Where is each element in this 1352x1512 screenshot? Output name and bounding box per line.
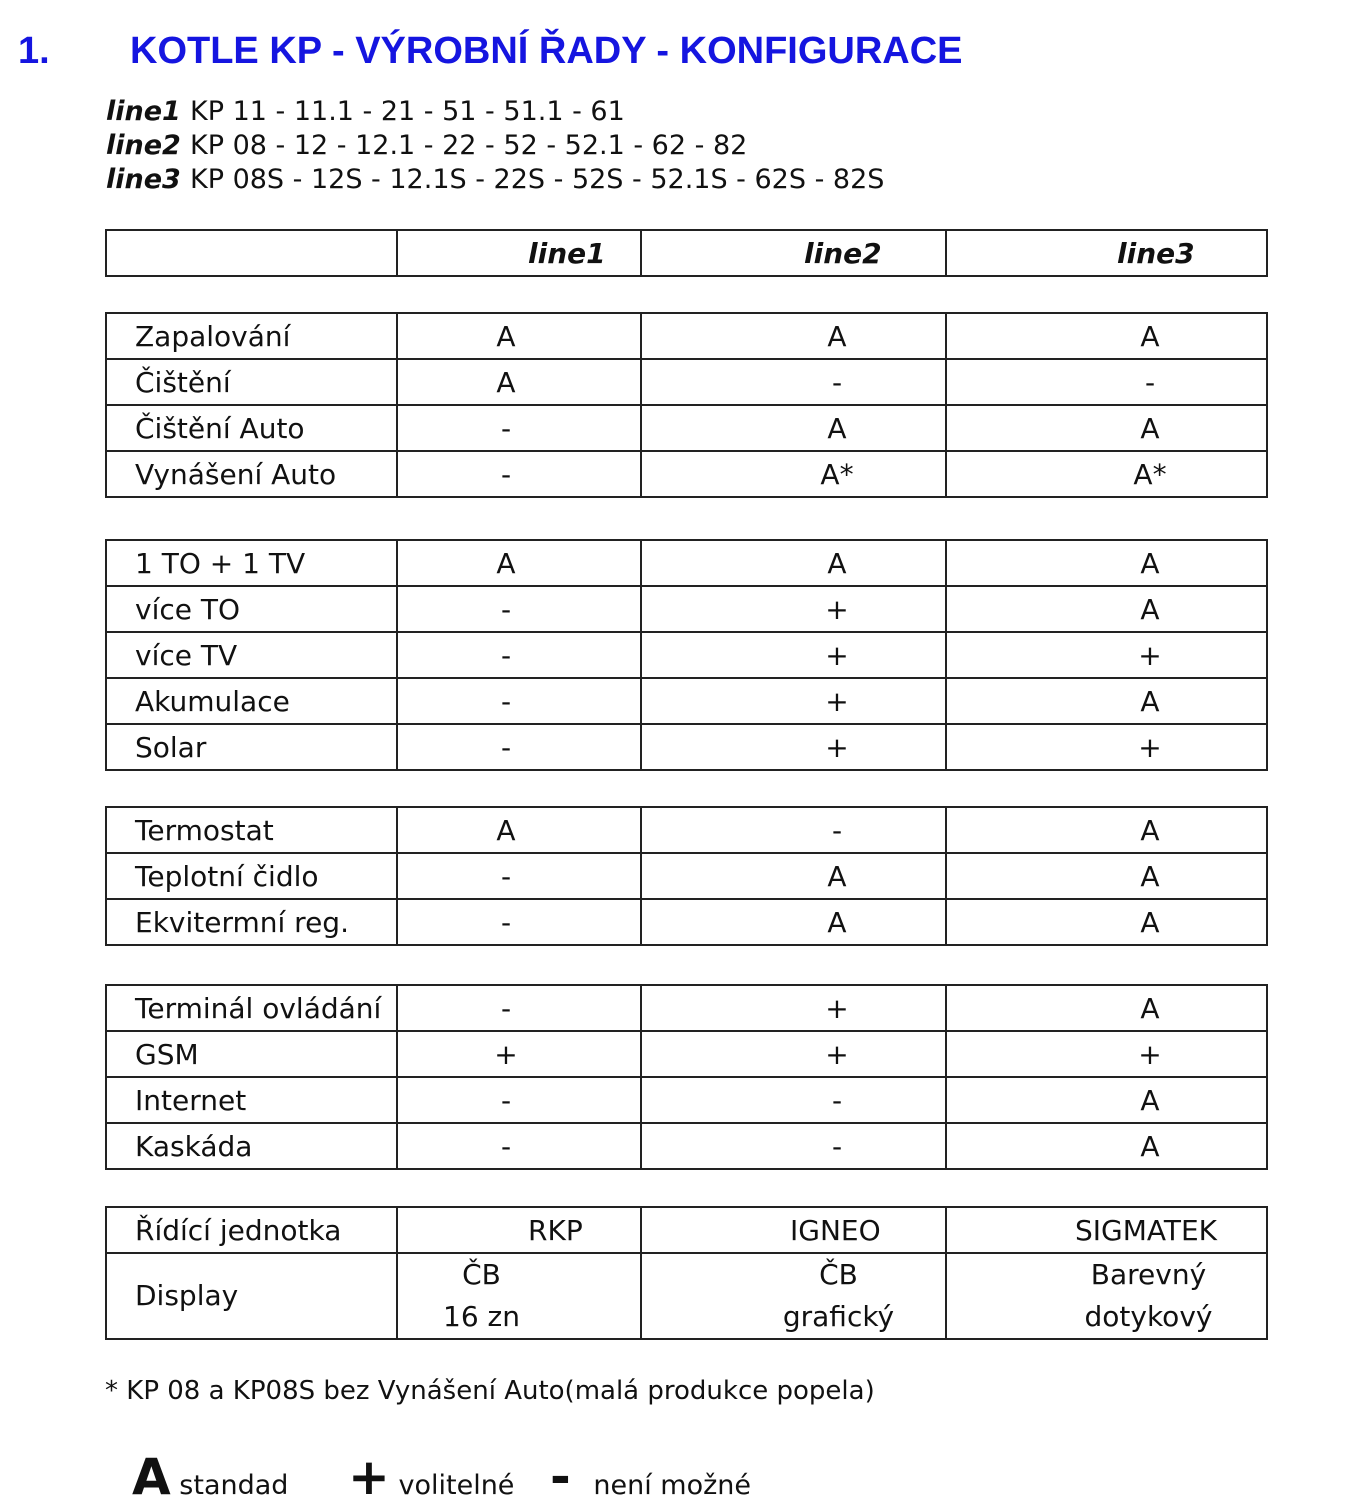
row-label: Vynášení Auto — [106, 451, 397, 497]
cell-line3: A — [946, 853, 1267, 899]
table-row — [106, 1123, 1267, 1169]
legend-text: volitelné — [398, 1470, 515, 1501]
product-line-models: KP 11 - 11.1 - 21 - 51 - 51.1 - 61 — [190, 96, 625, 127]
row-label: Teplotní čidlo — [106, 853, 397, 899]
row-label: Ekvitermní reg. — [106, 899, 397, 945]
cell-line2: - — [641, 359, 946, 405]
cell-line3: - — [946, 359, 1267, 405]
cell-line2: + — [641, 632, 946, 678]
cell-line2: A — [641, 853, 946, 899]
row-label: Internet — [106, 1077, 397, 1123]
row-label: Solar — [106, 724, 397, 770]
product-line-label: line1 — [106, 96, 181, 127]
heading-number: 1. — [18, 30, 50, 72]
cell-line1: RKP — [397, 1207, 641, 1253]
cell-line3: A — [946, 540, 1267, 586]
table-row — [106, 359, 1267, 405]
table-row — [106, 1077, 1267, 1123]
table-row — [106, 807, 1267, 853]
header-cell-empty — [106, 230, 397, 276]
group-table-burner — [105, 312, 1268, 498]
legend-text: standad — [179, 1470, 289, 1501]
table-row — [106, 985, 1267, 1031]
cell-line2: A — [641, 540, 946, 586]
legend-symbol: A — [132, 1448, 171, 1506]
table-row — [106, 678, 1267, 724]
cell-line1: A — [397, 540, 641, 586]
row-label: Čištění — [106, 359, 397, 405]
product-line-models: KP 08S - 12S - 12.1S - 22S - 52S - 52.1S - 62S - 82S — [190, 164, 885, 195]
cell-line2: + — [641, 724, 946, 770]
cell-line3: A — [946, 1123, 1267, 1169]
header-cell-line1: line1 — [397, 230, 641, 276]
cell-line3: A — [946, 1077, 1267, 1123]
cell-line2: + — [641, 1031, 946, 1077]
table-row — [106, 724, 1267, 770]
product-line-label: line3 — [106, 164, 181, 195]
cell-line2: + — [641, 678, 946, 724]
legend-item-not-possible — [550, 1448, 751, 1506]
cell-line2: A — [641, 313, 946, 359]
table-row — [106, 586, 1267, 632]
legend-text: není možné — [593, 1470, 751, 1501]
table-row — [106, 405, 1267, 451]
product-line-3 — [106, 163, 884, 197]
cell-line1: A — [397, 807, 641, 853]
display-detail: dotykový — [1084, 1300, 1213, 1333]
table-row — [106, 313, 1267, 359]
display-type: ČB — [462, 1258, 501, 1291]
cell-line2: A — [641, 405, 946, 451]
product-lines — [106, 95, 884, 197]
legend-item-standard — [132, 1448, 288, 1506]
table-row — [106, 540, 1267, 586]
row-label: 1 TO + 1 TV — [106, 540, 397, 586]
header-cell-line2: line2 — [641, 230, 946, 276]
table-row — [106, 899, 1267, 945]
row-label: Čištění Auto — [106, 405, 397, 451]
cell-line1: - — [397, 985, 641, 1031]
cell-line3: A — [946, 586, 1267, 632]
display-type: Barevný — [1090, 1258, 1207, 1291]
cell-line1: + — [397, 1031, 641, 1077]
cell-line1 — [397, 1253, 641, 1339]
cell-line2: - — [641, 807, 946, 853]
table-row — [106, 853, 1267, 899]
product-line-models: KP 08 - 12 - 12.1 - 22 - 52 - 52.1 - 62 - 82 — [190, 130, 748, 161]
footnote: * KP 08 a KP08S bez Vynášení Auto(malá produkce popela) — [105, 1376, 875, 1406]
group-table-heating — [105, 539, 1268, 771]
cell-line3: A — [946, 405, 1267, 451]
cell-line1: - — [397, 586, 641, 632]
cell-line3: A — [946, 985, 1267, 1031]
table-row-display — [106, 1253, 1267, 1339]
row-label: Kaskáda — [106, 1123, 397, 1169]
cell-line2: - — [641, 1123, 946, 1169]
row-label: více TO — [106, 586, 397, 632]
control-unit-table — [105, 1206, 1268, 1340]
header-cell-line3: line3 — [946, 230, 1267, 276]
cell-line1: - — [397, 632, 641, 678]
cell-line1: - — [397, 899, 641, 945]
row-label: GSM — [106, 1031, 397, 1077]
cell-line3: A — [946, 313, 1267, 359]
legend-item-optional — [348, 1448, 514, 1506]
cell-line3: A — [946, 807, 1267, 853]
cell-line1: - — [397, 724, 641, 770]
cell-line2: + — [641, 985, 946, 1031]
legend-symbol: + — [348, 1448, 390, 1506]
row-label: Zapalování — [106, 313, 397, 359]
cell-line3: + — [946, 632, 1267, 678]
cell-line1: A — [397, 313, 641, 359]
page-heading — [18, 30, 963, 73]
cell-line3: A — [946, 899, 1267, 945]
config-header-table — [105, 229, 1268, 277]
cell-line1: - — [397, 451, 641, 497]
cell-line1: - — [397, 1077, 641, 1123]
row-label: Akumulace — [106, 678, 397, 724]
product-line-1 — [106, 95, 884, 129]
display-detail: 16 zn — [443, 1300, 520, 1333]
table-row — [106, 1031, 1267, 1077]
row-label: Termostat — [106, 807, 397, 853]
product-line-2 — [106, 129, 884, 163]
cell-line2 — [641, 1253, 946, 1339]
cell-line2: IGNEO — [641, 1207, 946, 1253]
cell-line3: + — [946, 724, 1267, 770]
row-label: Display — [106, 1253, 397, 1339]
row-label: Řídící jednotka — [106, 1207, 397, 1253]
group-table-communication — [105, 984, 1268, 1170]
display-detail: grafický — [782, 1300, 895, 1333]
cell-line2: A — [641, 899, 946, 945]
cell-line3 — [946, 1253, 1267, 1339]
cell-line2: - — [641, 1077, 946, 1123]
cell-line2: + — [641, 586, 946, 632]
cell-line3: A — [946, 678, 1267, 724]
cell-line1: - — [397, 1123, 641, 1169]
cell-line1: A — [397, 359, 641, 405]
row-label: Terminál ovládání — [106, 985, 397, 1031]
product-line-label: line2 — [106, 130, 181, 161]
group-table-regulation — [105, 806, 1268, 946]
legend-symbol: - — [550, 1448, 571, 1506]
cell-line2: A* — [641, 451, 946, 497]
cell-line1: - — [397, 853, 641, 899]
cell-line1: - — [397, 405, 641, 451]
table-row — [106, 451, 1267, 497]
row-label: více TV — [106, 632, 397, 678]
display-type: ČB — [819, 1258, 858, 1291]
cell-line3: + — [946, 1031, 1267, 1077]
table-row — [106, 632, 1267, 678]
cell-line3: SIGMATEK — [946, 1207, 1267, 1253]
header-row — [106, 230, 1267, 276]
cell-line3: A* — [946, 451, 1267, 497]
heading-title: KOTLE KP - VÝROBNÍ ŘADY - KONFIGURACE — [130, 30, 963, 72]
cell-line1: - — [397, 678, 641, 724]
table-row-control-unit — [106, 1207, 1267, 1253]
